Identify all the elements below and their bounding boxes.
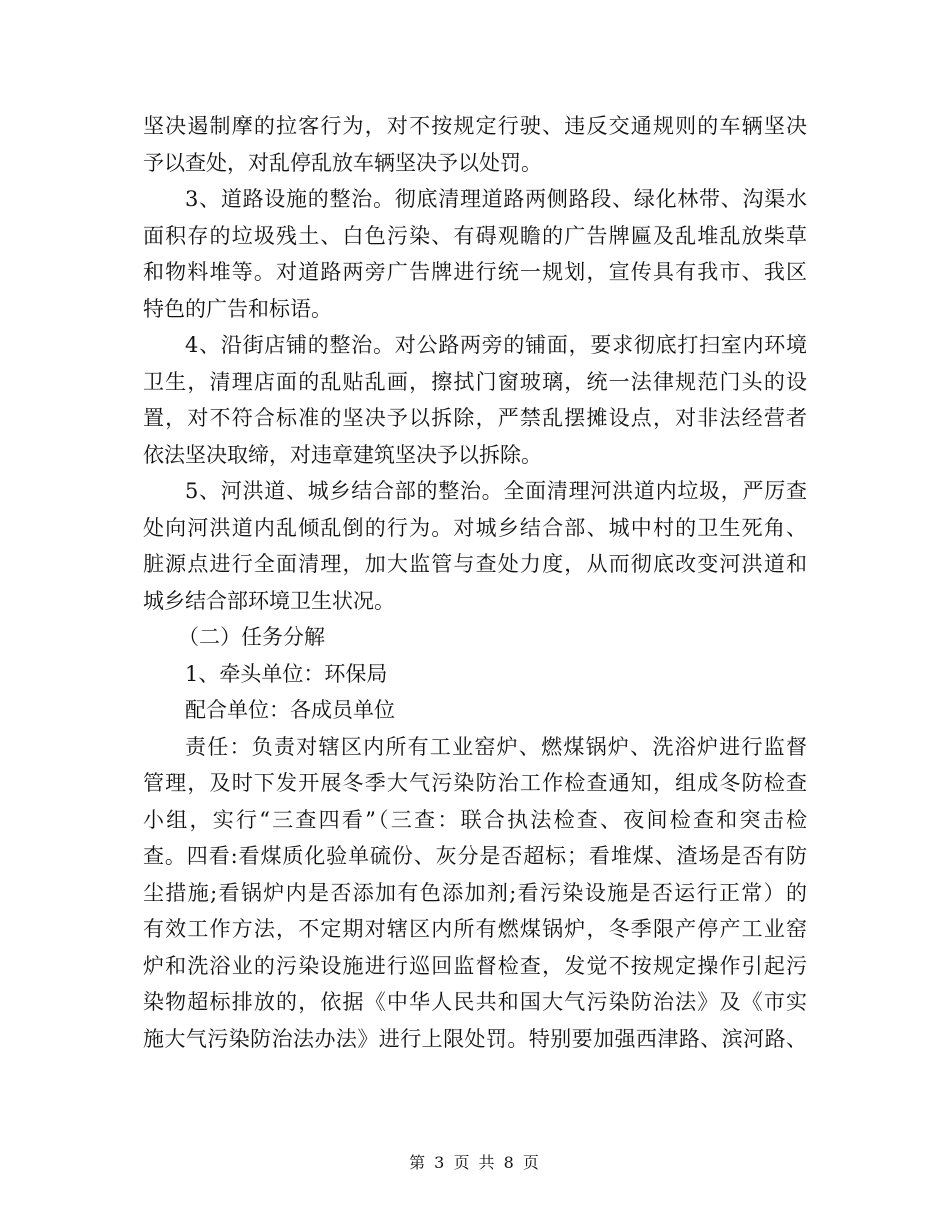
text-line: 责任：负责对辖区内所有工业窑炉、燃煤锅炉、洗浴炉进行监督 [185, 734, 807, 759]
text-line: 卫生，清理店面的乱贴乱画，擦拭门窗玻璃，统一法律规范门头的设 [143, 369, 807, 394]
text-line: （二）任务分解 [178, 625, 325, 649]
text-line: 查。四看:看煤质化验单硫份、灰分是否超标；看堆煤、渣场是否有防 [143, 844, 807, 868]
text-line: 和物料堆等。对道路两旁广告牌进行统一规划，宣传具有我市、我区 [143, 260, 807, 284]
text-line: 施大气污染防治法办法》进行上限处罚。特别要加强西津路、滨河路、 [143, 1026, 807, 1051]
text-line: 依法坚决取缔，对违章建筑坚决予以拆除。 [143, 442, 542, 467]
text-line: 坚决遏制摩的拉客行为，对不按规定行驶、违反交通规则的车辆坚决 [143, 114, 807, 138]
text-line: 染物超标排放的，依据《中华人民共和国大气污染防治法》及《市实 [143, 990, 807, 1014]
text-line: 配合单位：各成员单位 [185, 698, 395, 722]
text-line: 予以查处，对乱停乱放车辆坚决予以处罚。 [143, 150, 542, 175]
text-line: 面积存的垃圾残土、白色污染、有碍观瞻的广告牌匾及乱堆乱放柴草 [143, 223, 807, 248]
text-line: 城乡结合部环境卫生状况。 [143, 588, 395, 613]
text-line: 处向河洪道内乱倾乱倒的行为。对城乡结合部、城中村的卫生死角、 [143, 515, 807, 540]
text-line: 4、沿街店铺的整治。对公路两旁的铺面，要求彻底打扫室内环境 [185, 333, 807, 357]
text-line: 尘措施;看锅炉内是否添加有色添加剂;看污染设施是否运行正常）的 [143, 880, 807, 905]
text-line: 管理，及时下发开展冬季大气污染防治工作检查通知，组成冬防检查 [143, 771, 807, 795]
text-line: 小组，实行“三查四看”（三查：联合执法检查、夜间检查和突击检 [143, 807, 807, 832]
text-line: 炉和洗浴业的污染设施进行巡回监督检查，发觉不按规定操作引起污 [143, 953, 807, 978]
page-footer: 第 3 页 共 8 页 [409, 1153, 541, 1172]
text-line: 5、河洪道、城乡结合部的整治。全面清理河洪道内垃圾，严厉查 [185, 479, 807, 503]
text-line: 1、牵头单位：环保局 [185, 661, 388, 686]
text-line: 置，对不符合标准的坚决予以拆除，严禁乱摆摊设点，对非法经营者 [143, 406, 807, 430]
document-body [143, 108, 807, 1057]
text-line: 3、道路设施的整治。彻底清理道路两侧路段、绿化林带、沟渠水 [185, 187, 807, 211]
text-line: 脏源点进行全面清理，加大监管与查处力度，从而彻底改变河洪道和 [143, 552, 807, 576]
text-line: 有效工作方法，不定期对辖区内所有燃煤锅炉，冬季限产停产工业窑 [143, 917, 807, 941]
text-line: 特色的广告和标语。 [143, 296, 332, 321]
